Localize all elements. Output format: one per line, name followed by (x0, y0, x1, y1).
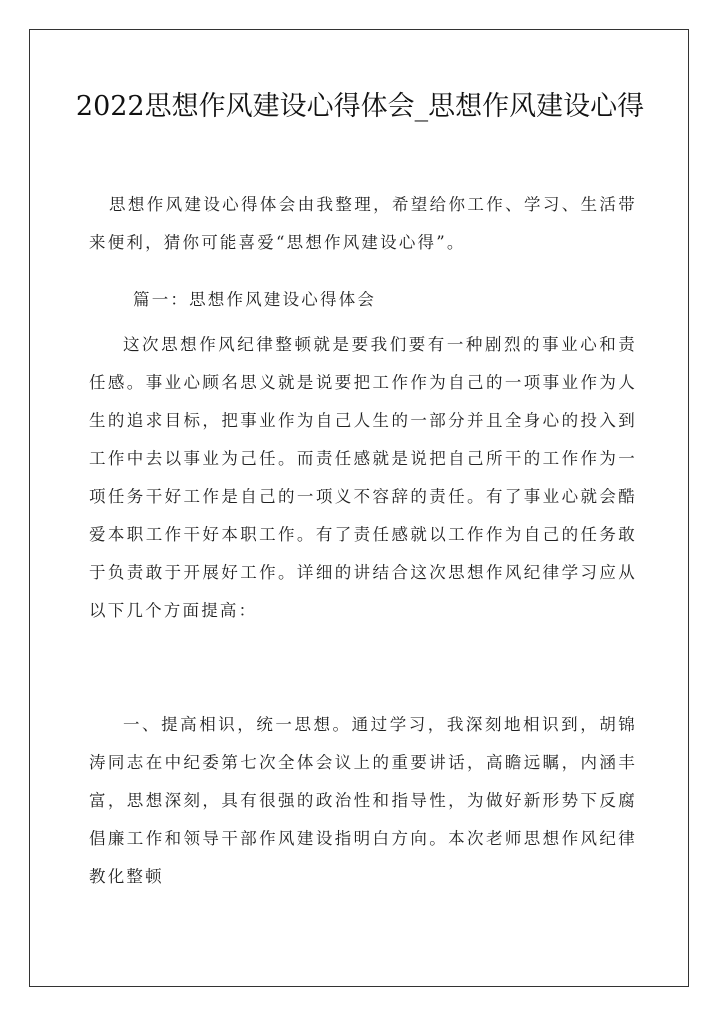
body-paragraph-2: 一、提高相识，统一思想。通过学习，我深刻地相识到，胡锦涛同志在中纪委第七次全体会议上的重要讲话，高瞻远瞩，内涵丰富，思想深刻，具有很强的政治性和指导性，为做好新形势下反腐倡廉工作和领导干部作风建设指明白方向。本次老师思想作风纪律教化整顿 (89, 715, 637, 886)
section-heading: 篇一：思想作风建设心得体会 (133, 290, 377, 309)
body-paragraph-1: 这次思想作风纪律整顿就是要我们要有一种剧烈的事业心和责任感。事业心顾名思义就是说要把工作作为自己的一项事业作为人生的追求目标，把事业作为自己人生的一部分并且全身心的投入到工作中去以事业为己任。而责任感就是说把自己所干的工作作为一项任务干好工作是自己的一项义不容辞的责任。有了事业心就会酷爱本职工作干好本职工作。有了责任感就以工作作为自己的任务敢于负责敢于开展好工作。详细的讲结合这次思想作风纪律学习应从以下几个方面提高： (89, 335, 637, 620)
intro-paragraph: 思想作风建设心得体会由我整理，希望给你工作、学习、生活带来便利，猜你可能喜爱“思想作风建设心得”。 (89, 195, 637, 252)
document-title: 2022思想作风建设心得体会_思想作风建设心得 (75, 91, 645, 122)
